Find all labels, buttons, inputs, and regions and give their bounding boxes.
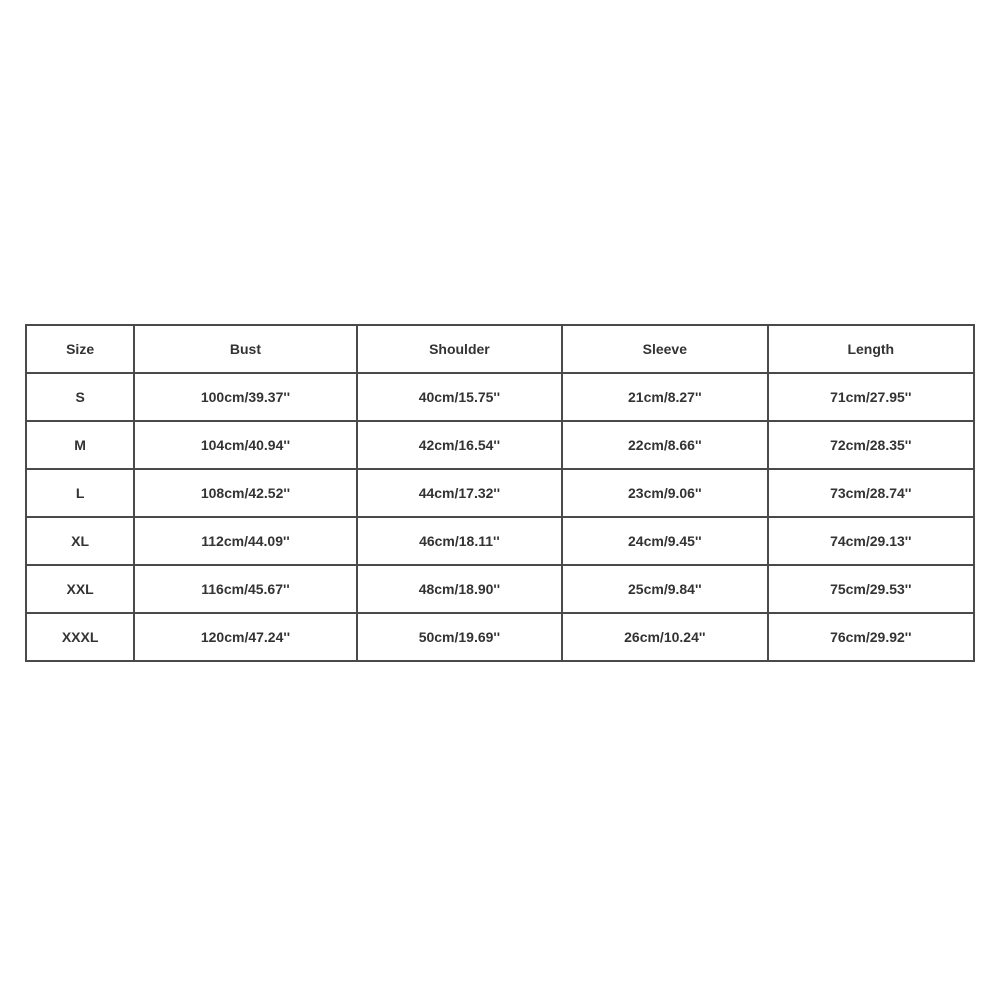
header-size: Size xyxy=(26,325,134,373)
length-cell: 75cm/29.53'' xyxy=(768,565,974,613)
shoulder-cell: 42cm/16.54'' xyxy=(357,421,562,469)
header-sleeve: Sleeve xyxy=(562,325,767,373)
bust-cell: 116cm/45.67'' xyxy=(134,565,356,613)
sleeve-cell: 21cm/8.27'' xyxy=(562,373,767,421)
shoulder-cell: 48cm/18.90'' xyxy=(357,565,562,613)
size-cell: XXXL xyxy=(26,613,134,661)
table-row xyxy=(26,373,974,421)
header-shoulder: Shoulder xyxy=(357,325,562,373)
sleeve-cell: 26cm/10.24'' xyxy=(562,613,767,661)
sleeve-cell: 25cm/9.84'' xyxy=(562,565,767,613)
bust-cell: 120cm/47.24'' xyxy=(134,613,356,661)
shoulder-cell: 40cm/15.75'' xyxy=(357,373,562,421)
sleeve-cell: 22cm/8.66'' xyxy=(562,421,767,469)
size-cell: M xyxy=(26,421,134,469)
size-cell: XXL xyxy=(26,565,134,613)
size-cell: XL xyxy=(26,517,134,565)
table-row xyxy=(26,613,974,661)
bust-cell: 100cm/39.37'' xyxy=(134,373,356,421)
table-row xyxy=(26,517,974,565)
header-bust: Bust xyxy=(134,325,356,373)
bust-cell: 104cm/40.94'' xyxy=(134,421,356,469)
length-cell: 74cm/29.13'' xyxy=(768,517,974,565)
bust-cell: 112cm/44.09'' xyxy=(134,517,356,565)
sleeve-cell: 23cm/9.06'' xyxy=(562,469,767,517)
sleeve-cell: 24cm/9.45'' xyxy=(562,517,767,565)
table-row xyxy=(26,565,974,613)
shoulder-cell: 50cm/19.69'' xyxy=(357,613,562,661)
size-cell: S xyxy=(26,373,134,421)
length-cell: 73cm/28.74'' xyxy=(768,469,974,517)
table-row xyxy=(26,469,974,517)
size-cell: L xyxy=(26,469,134,517)
shoulder-cell: 46cm/18.11'' xyxy=(357,517,562,565)
header-row xyxy=(26,325,974,373)
shoulder-cell: 44cm/17.32'' xyxy=(357,469,562,517)
length-cell: 72cm/28.35'' xyxy=(768,421,974,469)
header-length: Length xyxy=(768,325,974,373)
bust-cell: 108cm/42.52'' xyxy=(134,469,356,517)
table-row xyxy=(26,421,974,469)
size-chart-table xyxy=(25,324,975,662)
length-cell: 71cm/27.95'' xyxy=(768,373,974,421)
length-cell: 76cm/29.92'' xyxy=(768,613,974,661)
